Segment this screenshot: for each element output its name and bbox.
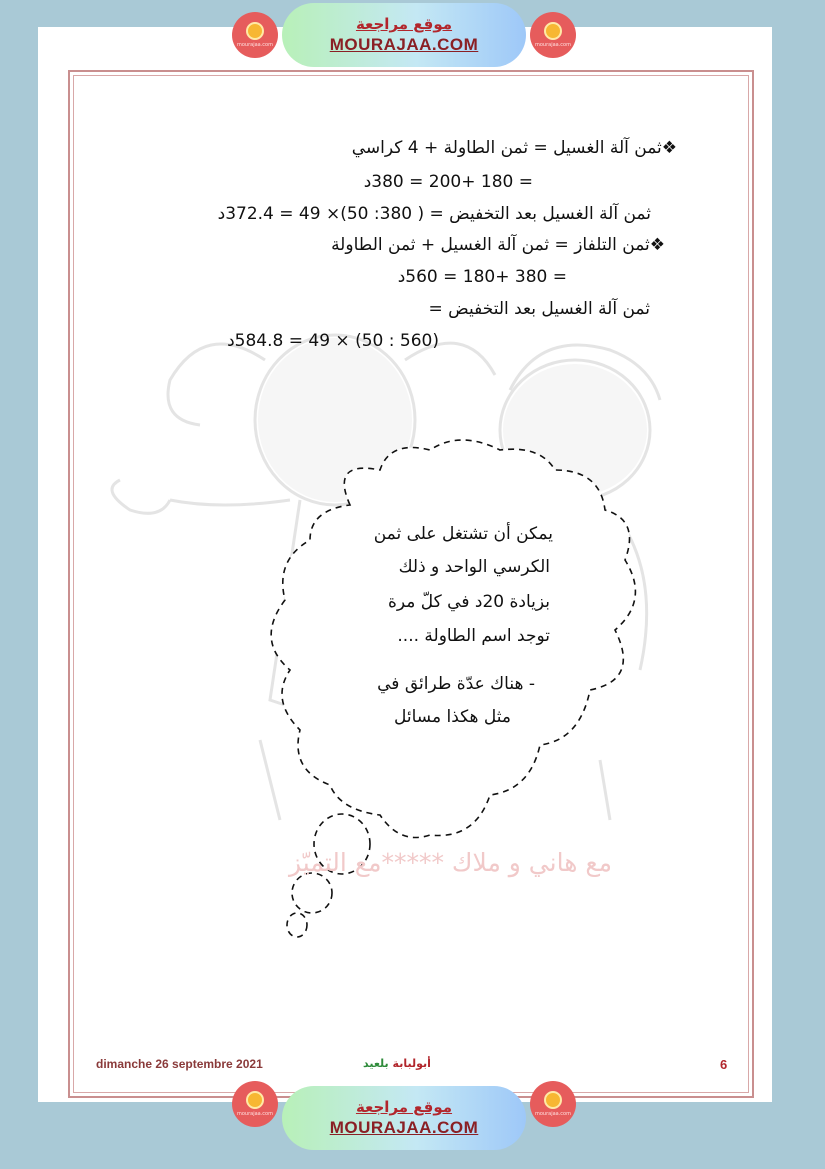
banner-latin[interactable]: MOURAJAA.COM — [329, 1118, 479, 1137]
logo-icon — [544, 22, 562, 40]
site-banner-top[interactable] — [282, 3, 526, 67]
cloud-line-3: بزيادة 20د في كلّ مرة — [388, 592, 550, 612]
cloud-line-5: - هناك عدّة طرائق في — [377, 674, 535, 694]
content-line-3: ثمن آلة الغسيل بعد التخفيض = ( 380: 50)× 49 = 372.4د — [217, 204, 651, 224]
page-number: 6 — [720, 1057, 728, 1072]
author-last-name: بلعيد — [363, 1057, 389, 1070]
content-line-6: ثمن آلة الغسيل بعد التخفيض = — [428, 299, 650, 319]
content-line-5: = 380 +180 = 560د — [397, 267, 567, 287]
banner-arabic[interactable]: موقع مراجعة — [355, 1098, 453, 1116]
logo-icon — [246, 1091, 264, 1109]
cloud-line-1: يمكن أن تشتغل على ثمن — [373, 524, 553, 544]
footer-author — [363, 1057, 431, 1070]
banner-arabic[interactable]: موقع مراجعة — [355, 15, 453, 33]
logo-icon — [544, 1091, 562, 1109]
site-logo-left[interactable]: mourajaa.com — [232, 12, 278, 58]
site-logo-left-bottom[interactable]: mourajaa.com — [232, 1081, 278, 1127]
cloud-line-6: مثل هكذا مسائل — [394, 707, 511, 727]
content-line-4: ❖ثمن التلفاز = ثمن آلة الغسيل + ثمن الطاولة — [331, 235, 665, 255]
site-banner-bottom[interactable] — [282, 1086, 526, 1150]
site-logo-right-bottom[interactable]: mourajaa.com — [530, 1081, 576, 1127]
banner-latin[interactable]: MOURAJAA.COM — [329, 35, 479, 54]
site-logo-right[interactable]: mourajaa.com — [530, 12, 576, 58]
content-line-7: (560 : 50) × 49 = 584.8د — [227, 331, 439, 351]
footer-date: dimanche 26 septembre 2021 — [96, 1057, 263, 1071]
logo-icon — [246, 22, 264, 40]
watermark-text: مع هاني و ملاك *****مع التميّز — [288, 848, 613, 877]
cloud-line-2: الكرسي الواحد و ذلك — [398, 557, 550, 577]
content-line-2: = 180 +200 = 380د — [363, 172, 533, 192]
cloud-line-4: توجد اسم الطاولة .... — [397, 626, 550, 646]
author-first-name: أبولبابة — [392, 1057, 431, 1070]
content-line-1: ❖ثمن آلة الغسيل = ثمن الطاولة + 4 كراسي — [351, 138, 677, 158]
